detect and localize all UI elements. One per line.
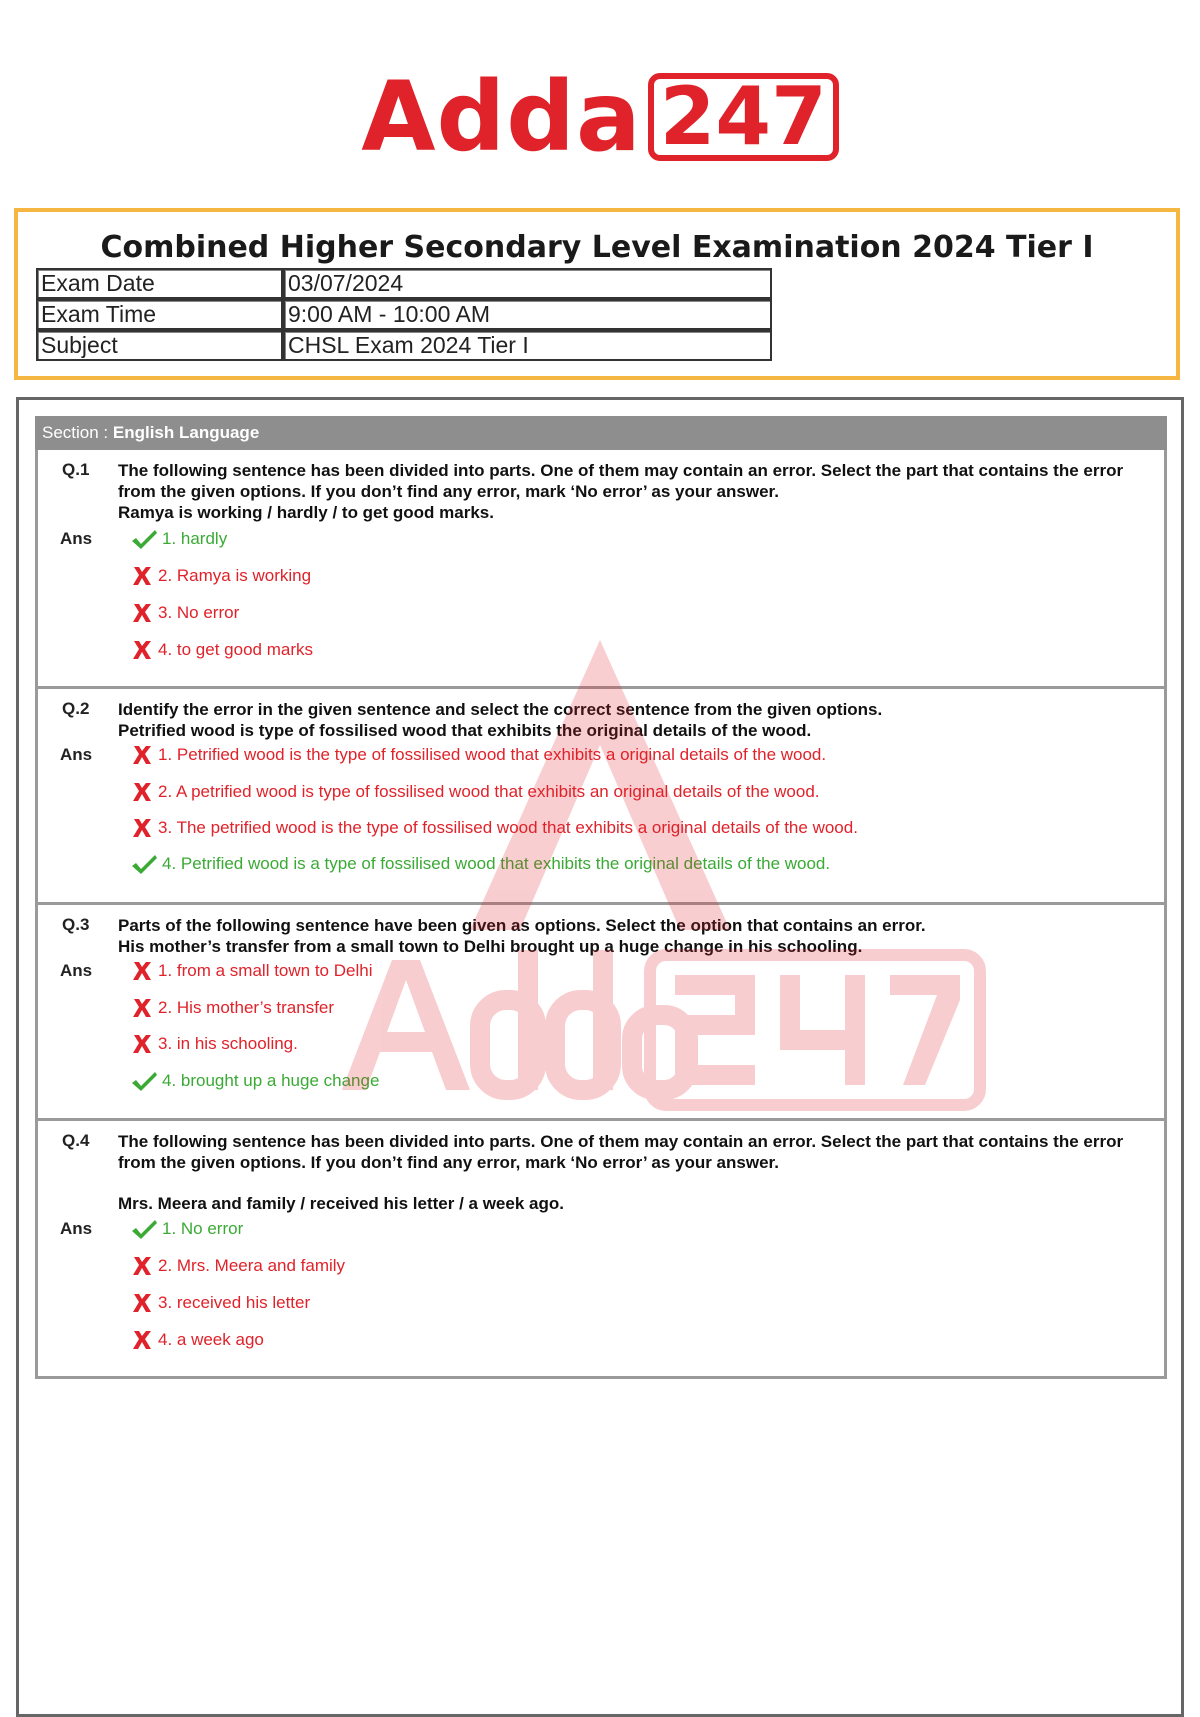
question-text xyxy=(118,915,1156,957)
check-icon xyxy=(130,1217,158,1241)
answer-option xyxy=(130,1069,379,1093)
option-text: 3. in his schooling. xyxy=(158,1034,298,1053)
option-text: 2. Mrs. Meera and family xyxy=(158,1256,346,1275)
cross-icon xyxy=(130,564,154,588)
exam-time-label: Exam Time xyxy=(36,299,283,330)
option-text: 2. A petrified wood is type of fossilised wood that exhibits an original details of the wood. xyxy=(158,782,820,801)
option-text: 4. Petrified wood is a type of fossilised wood that exhibits the original details of the wood. xyxy=(162,854,831,873)
option-text: 1. from a small town to Delhi xyxy=(158,961,373,980)
answer-option xyxy=(130,564,311,588)
answer-option xyxy=(130,527,227,551)
cross-icon xyxy=(130,601,154,625)
option-text: 1. hardly xyxy=(162,529,228,548)
question-block-1 xyxy=(35,450,1167,689)
answer-label: Ans xyxy=(60,961,93,980)
cross-icon xyxy=(130,1254,154,1278)
option-text: 3. received his letter xyxy=(158,1293,311,1312)
adda247-logo xyxy=(0,62,1200,172)
answer-option xyxy=(130,1032,298,1056)
question-sentence: Mrs. Meera and family / received his letter / a week ago. xyxy=(118,1194,564,1213)
answer-label: Ans xyxy=(60,1219,93,1238)
answer-label: Ans xyxy=(60,529,93,548)
answer-option xyxy=(130,852,830,876)
question-instruction: The following sentence has been divided into parts. One of them may contain an error. Select the part that contains the error from the given options. If you don’t find any error, mark ‘No error’ as your answer. xyxy=(118,1132,1124,1172)
question-number: Q.2 xyxy=(62,699,90,718)
question-paper-frame xyxy=(16,397,1184,1717)
question-number: Q.1 xyxy=(62,460,90,479)
answer-option xyxy=(130,1217,243,1241)
option-text: 4. a week ago xyxy=(158,1330,264,1349)
cross-icon xyxy=(130,1032,154,1056)
question-instruction: Parts of the following sentence have been given as options. Select the option that contains an error. xyxy=(118,916,926,935)
exam-title: Combined Higher Secondary Level Examination 2024 Tier I xyxy=(100,230,1094,265)
question-block-2 xyxy=(35,689,1167,905)
exam-date-value: 03/07/2024 xyxy=(283,268,772,299)
table-row xyxy=(36,330,772,361)
logo-digits-box xyxy=(648,70,839,163)
answer-option xyxy=(130,743,826,767)
logo-digit: 4 xyxy=(715,70,772,163)
answer-option xyxy=(130,1328,264,1352)
check-icon xyxy=(130,527,158,551)
answer-option xyxy=(130,601,239,625)
table-row xyxy=(36,299,772,330)
logo-word: Adda xyxy=(361,61,642,173)
option-text: 4. brought up a huge change xyxy=(162,1071,380,1090)
exam-time-value: 9:00 AM - 10:00 AM xyxy=(283,299,772,330)
cross-icon xyxy=(130,1291,154,1315)
question-text xyxy=(118,699,1156,741)
logo-digit: 2 xyxy=(659,70,716,163)
section-header xyxy=(35,416,1167,450)
question-block-4 xyxy=(35,1121,1167,1379)
question-text xyxy=(118,460,1156,523)
question-sentence: Ramya is working / hardly / to get good marks. xyxy=(118,503,494,522)
logo-digit: 7 xyxy=(771,70,827,163)
answer-option xyxy=(130,780,820,804)
question-block-3 xyxy=(35,905,1167,1121)
exam-info-card xyxy=(14,208,1180,380)
option-text: 3. No error xyxy=(158,603,240,622)
section-prefix: Section : xyxy=(42,423,113,442)
subject-value: CHSL Exam 2024 Tier I xyxy=(283,330,772,361)
table-row xyxy=(36,268,772,299)
answer-label: Ans xyxy=(60,745,93,764)
exam-date-label: Exam Date xyxy=(36,268,283,299)
question-instruction: Identify the error in the given sentence and select the correct sentence from the given options. xyxy=(118,700,883,719)
answer-option xyxy=(130,638,313,662)
question-instruction: The following sentence has been divided into parts. One of them may contain an error. Select the part that contains the error from the given options. If you don’t find any error, mark ‘No error’ as your answer. xyxy=(118,461,1124,501)
answer-option xyxy=(130,1291,310,1315)
answer-option xyxy=(130,996,334,1020)
option-text: 2. Ramya is working xyxy=(158,566,312,585)
answer-option xyxy=(130,816,858,840)
option-text: 3. The petrified wood is the type of fossilised wood that exhibits a original details of the wood. xyxy=(158,818,858,837)
option-text: 4. to get good marks xyxy=(158,640,313,659)
question-sentence: Petrified wood is type of fossilised wood that exhibits the original details of the wood. xyxy=(118,721,812,740)
option-text: 1. Petrified wood is the type of fossilised wood that exhibits a original details of the wood. xyxy=(158,745,827,764)
exam-info-table xyxy=(36,268,772,361)
check-icon xyxy=(130,1069,158,1093)
question-text xyxy=(118,1131,1156,1214)
question-sentence: His mother’s transfer from a small town to Delhi brought up a huge change in his schooling. xyxy=(118,937,863,956)
answer-option xyxy=(130,1254,345,1278)
question-number: Q.3 xyxy=(62,915,90,934)
cross-icon xyxy=(130,816,154,840)
cross-icon xyxy=(130,743,154,767)
subject-label: Subject xyxy=(36,330,283,361)
answer-option xyxy=(130,959,372,983)
section-name: English Language xyxy=(112,423,260,442)
check-icon xyxy=(130,852,158,876)
cross-icon xyxy=(130,638,154,662)
question-number: Q.4 xyxy=(62,1131,90,1150)
option-text: 2. His mother’s transfer xyxy=(158,998,335,1017)
cross-icon xyxy=(130,959,154,983)
cross-icon xyxy=(130,1328,154,1352)
cross-icon xyxy=(130,996,154,1020)
option-text: 1. No error xyxy=(162,1219,244,1238)
cross-icon xyxy=(130,780,154,804)
